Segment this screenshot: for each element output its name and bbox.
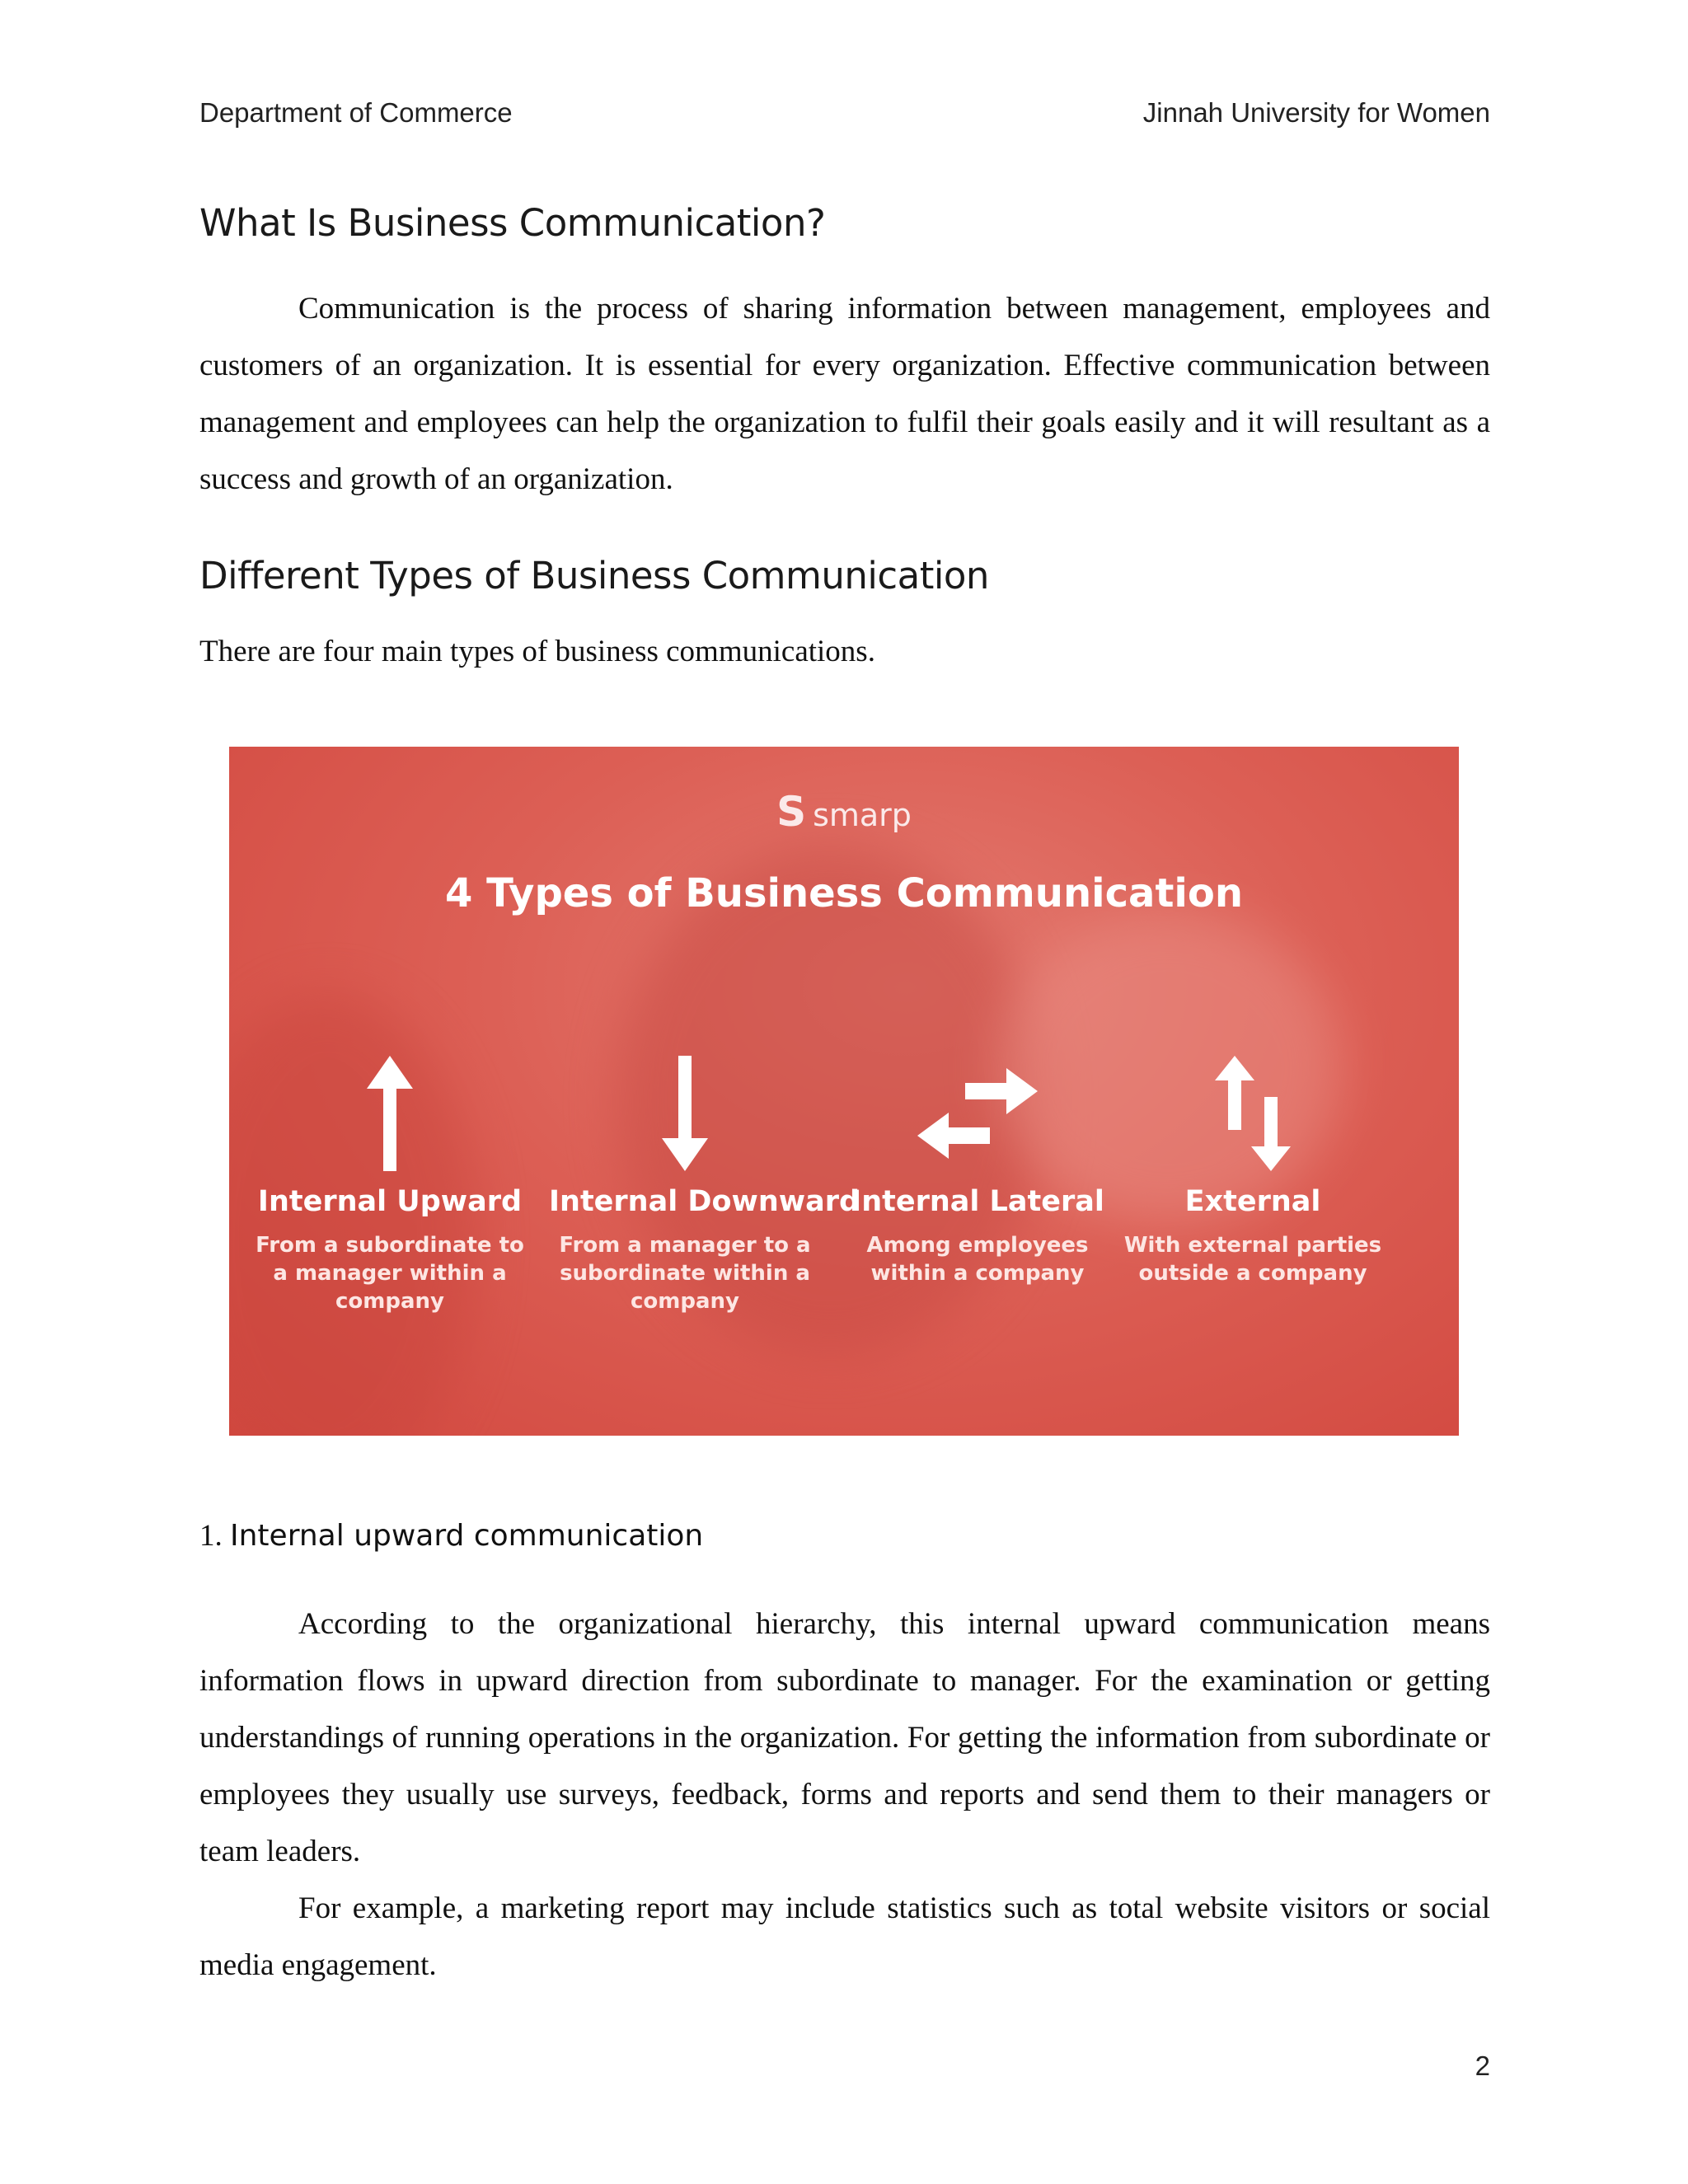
smarp-logo: S smarp xyxy=(776,788,912,836)
example-paragraph: For example, a marketing report may include statistics such as total website visitors or social media engagement. xyxy=(199,1891,1490,1982)
type-description: With external parties outside a company xyxy=(1123,1233,1382,1286)
infographic-title: 4 Types of Business Communication xyxy=(445,870,1243,916)
arrows-left-right-icon xyxy=(842,1052,1114,1175)
smarp-logo-icon: S xyxy=(776,788,807,836)
type-label: Internal Upward xyxy=(257,1185,523,1218)
type-description: Among employees within a company xyxy=(866,1233,1089,1286)
business-communication-infographic xyxy=(229,747,1459,1436)
page-number: 2 xyxy=(1475,2050,1490,2081)
type-internal-lateral xyxy=(842,1052,1114,1287)
subheading-title: Internal upward communication xyxy=(230,1519,704,1553)
type-label: External xyxy=(1184,1185,1321,1218)
type-internal-upward xyxy=(254,1052,526,1315)
arrows-up-down-icon xyxy=(1117,1052,1389,1175)
type-external xyxy=(1117,1052,1389,1287)
definition-paragraph: Communication is the process of sharing information between management, employees and customers of an organization. It is essential for every organization. Effective communication between management and employees can help the organization to fulfil their goals easily and it will resultant as a success and growth of an organization. xyxy=(199,292,1490,496)
heading-types-of-business-communication: Different Types of Business Communication xyxy=(199,554,989,598)
header-department: Department of Commerce xyxy=(199,97,513,128)
arrow-up-icon xyxy=(254,1052,526,1175)
types-intro-paragraph: There are four main types of business communications. xyxy=(199,635,875,668)
type-internal-downward xyxy=(549,1052,860,1315)
internal-upward-paragraph: According to the organizational hierarchy, this internal upward communication means information flows in upward direction from subordinate to manager. For the examination or getting understandings of running operations in the organization. For getting the information from subordinate or employees they usually use surveys, feedback, forms and reports and send them to their managers or team leaders. xyxy=(199,1607,1490,1868)
type-description: From a subordinate to a manager within a company xyxy=(256,1233,524,1314)
type-label: Internal Downward xyxy=(549,1185,860,1218)
type-description: From a manager to a subordinate within a company xyxy=(559,1233,811,1314)
arrow-down-icon xyxy=(549,1052,821,1175)
subheading-internal-upward-communication xyxy=(199,1518,703,1554)
subheading-number: 1. xyxy=(199,1519,223,1553)
header-university: Jinnah University for Women xyxy=(1142,97,1490,128)
heading-what-is-business-communication: What Is Business Communication? xyxy=(199,201,826,245)
type-label: Internal Lateral xyxy=(851,1185,1104,1218)
